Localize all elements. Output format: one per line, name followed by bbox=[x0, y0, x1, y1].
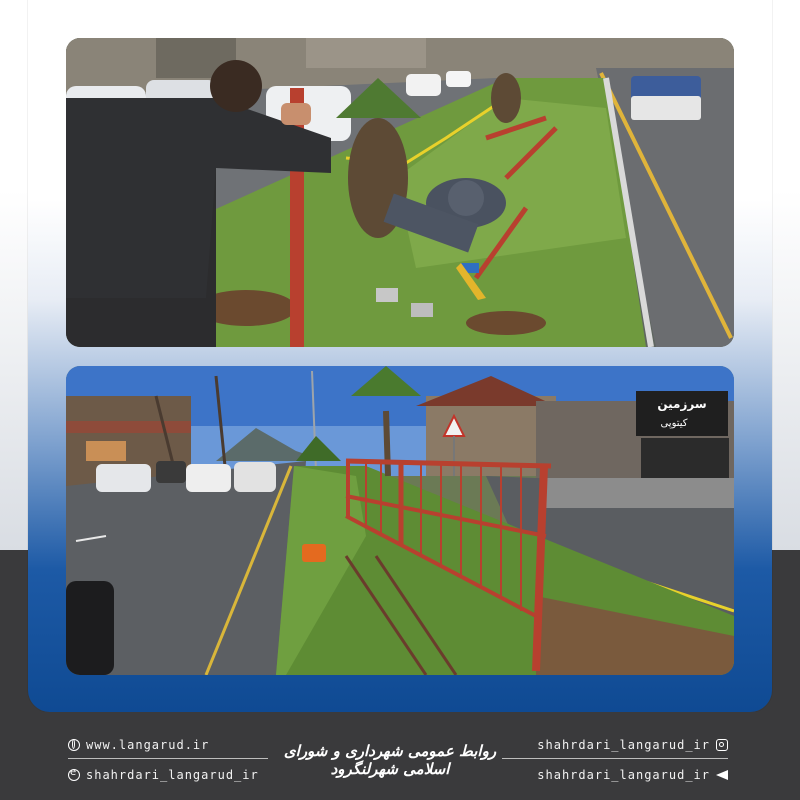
palm-tree bbox=[386, 411, 388, 476]
shop-sign-sub: کیتوپی bbox=[660, 418, 688, 429]
dark-car bbox=[66, 581, 114, 675]
shop-sign-main: سرزمین bbox=[657, 397, 707, 411]
background-stripe-left bbox=[0, 190, 30, 550]
globe-icon bbox=[68, 739, 80, 751]
footer-title: روابط عمومی شهرداری و شورای اسلامی شهرلنگرود bbox=[283, 742, 497, 778]
website-link[interactable] bbox=[68, 738, 209, 752]
telegram-icon bbox=[716, 770, 728, 780]
welding-machine bbox=[302, 544, 326, 562]
instagram-text: shahrdari_langarud_ir bbox=[537, 738, 710, 752]
footer bbox=[0, 712, 800, 800]
bottom-photo-illustration bbox=[66, 366, 734, 675]
car bbox=[96, 464, 151, 492]
top-photo bbox=[66, 38, 734, 347]
footer-divider-right bbox=[502, 758, 728, 759]
instagram-link[interactable] bbox=[537, 738, 728, 752]
top-photo-illustration bbox=[66, 38, 734, 347]
instagram-icon bbox=[716, 739, 728, 751]
email-icon bbox=[68, 769, 80, 781]
email-text: shahrdari_langarud_ir bbox=[86, 768, 259, 782]
email-link[interactable] bbox=[68, 768, 259, 782]
telegram-text: shahrdari_langarud_ir bbox=[537, 768, 710, 782]
background-stripe-right bbox=[770, 190, 800, 550]
bottom-photo bbox=[66, 366, 734, 675]
footer-divider-left bbox=[68, 758, 268, 759]
telegram-link[interactable] bbox=[537, 768, 728, 782]
website-text: www.langarud.ir bbox=[86, 738, 210, 752]
